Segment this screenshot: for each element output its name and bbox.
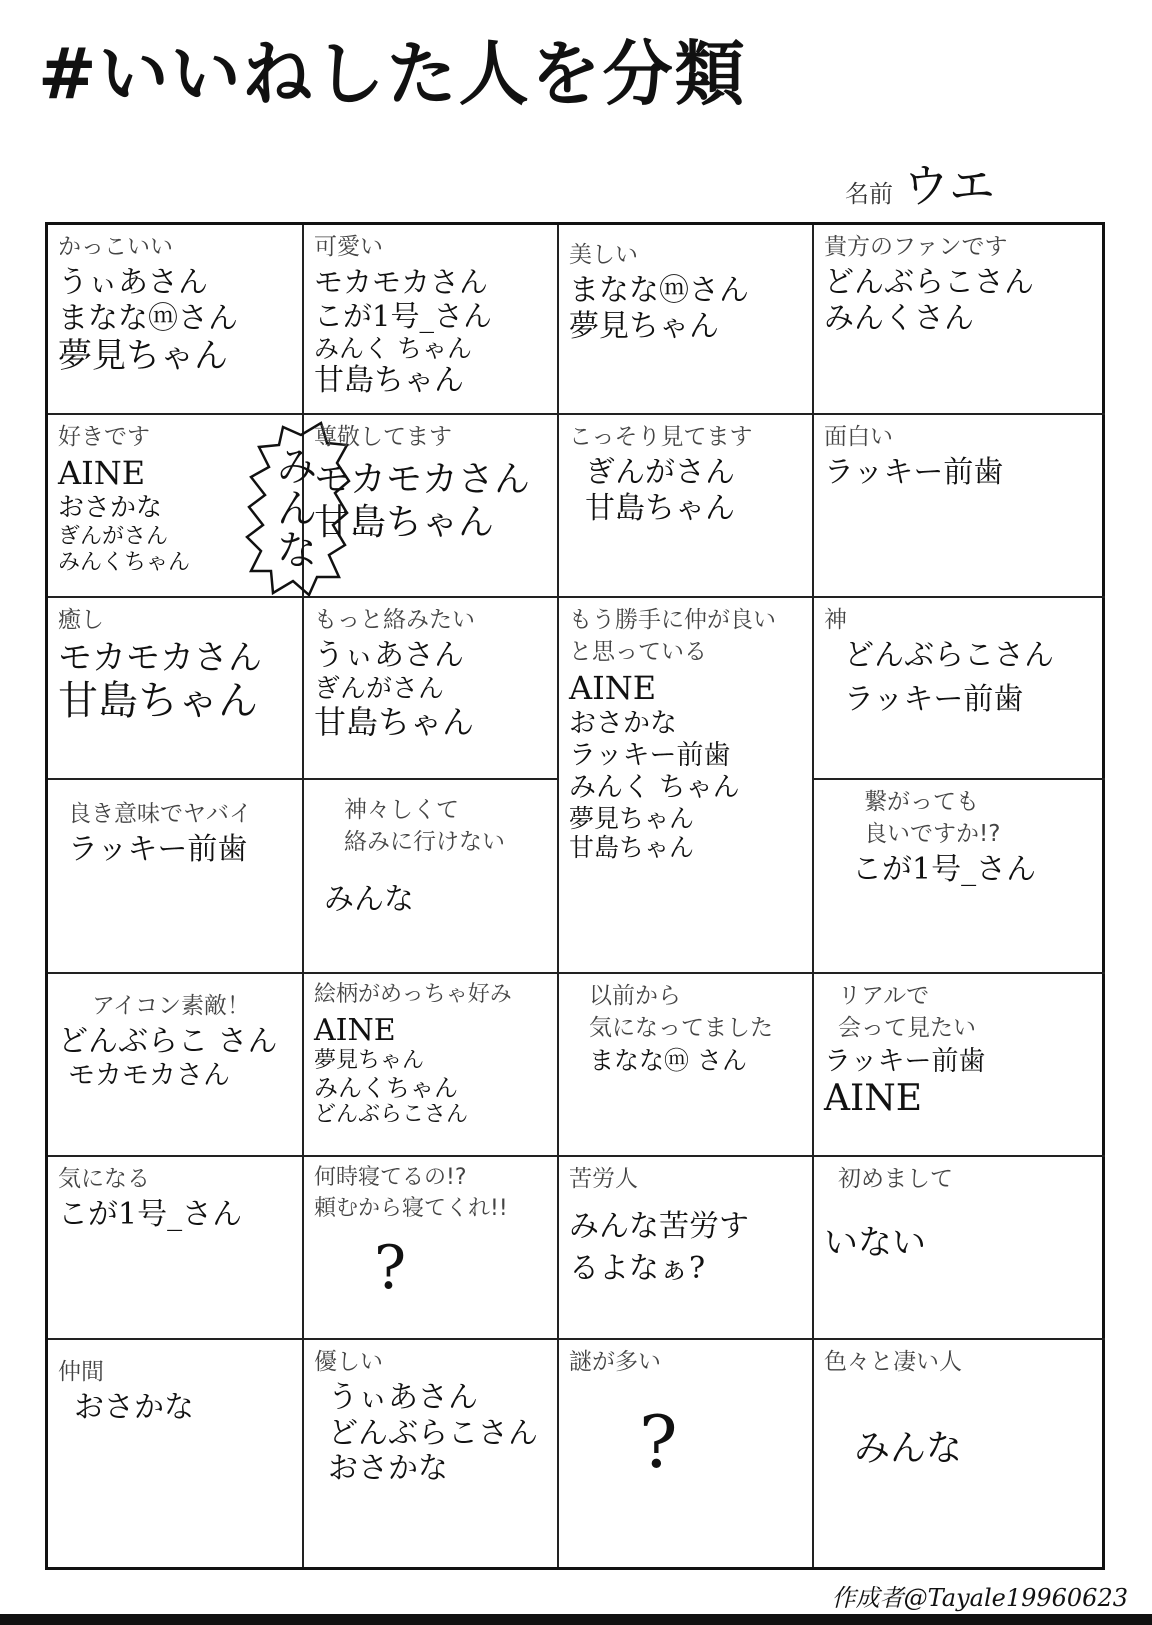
cell-icon-nice	[48, 974, 304, 1157]
name-entry: 甘島ちゃん	[314, 501, 495, 543]
category-label: 気になる	[58, 1166, 150, 1192]
name-entry: みんく ちゃん	[569, 771, 740, 803]
name-entry: どんぶらこさん	[328, 1415, 538, 1451]
category-label: 以前から 気になってました	[589, 983, 773, 1042]
name-entry: モカモカさん	[314, 459, 531, 501]
name-entry: るよなぁ?	[569, 1250, 706, 1286]
name-entry: 夢見ちゃん	[569, 803, 695, 833]
cell-kind	[304, 1340, 559, 1567]
page-title: #いいねした人を分類	[38, 33, 747, 115]
name-entry: みんく ちゃん	[314, 333, 472, 363]
name-entry: AINE	[58, 454, 146, 493]
cell-beautiful	[559, 225, 814, 415]
name-list	[314, 638, 547, 742]
category-label: 良き意味でヤバイ	[68, 801, 252, 827]
name-entry: みんくちゃん	[314, 1074, 458, 1103]
question-mark: ?	[639, 1400, 678, 1484]
cell-already-close	[559, 598, 814, 974]
name-list	[314, 1013, 547, 1129]
category-label: もっと絡みたい	[314, 607, 475, 633]
question-mark: ?	[374, 1233, 407, 1303]
cell-curious	[48, 1157, 304, 1340]
name-entry: ぎんがさん	[585, 455, 735, 491]
category-label: 繋がっても 良いですか!?	[864, 789, 1001, 848]
name-entry: みんな	[324, 882, 414, 918]
name-list	[328, 1380, 547, 1486]
name-list	[585, 455, 802, 526]
name-list	[824, 1046, 1095, 1120]
name-block	[845, 150, 995, 216]
category-label: こっそり見てます	[569, 424, 753, 450]
category-label: 神々しくて 絡みに行けない	[344, 797, 505, 856]
name-entry: 甘島ちゃん	[585, 490, 735, 526]
name-list	[569, 273, 802, 344]
category-label: かっこいい	[58, 234, 173, 260]
name-label: 名前	[845, 180, 893, 208]
name-entry: 甘島ちゃん	[58, 678, 258, 725]
name-entry: うぃあさん	[58, 265, 208, 301]
category-label: 神	[824, 607, 847, 633]
name-entry: みんくちゃん	[58, 549, 191, 575]
name-list	[852, 852, 1095, 887]
cell-divine	[304, 780, 559, 974]
name-entry: まななⓜさん	[569, 273, 749, 309]
name-entry: うぃあさん	[314, 638, 464, 674]
name-list	[58, 638, 292, 725]
name-entry: ぎんがさん	[58, 523, 169, 549]
category-label: 美しい	[569, 242, 638, 268]
name-entry: みんな苦労す	[569, 1209, 749, 1245]
category-label: もう勝手に仲が良い と思っている	[569, 607, 776, 666]
cell-first-meet	[814, 1157, 1105, 1340]
name-entry: まななⓜさん	[58, 300, 238, 336]
cell-art-style	[304, 974, 559, 1157]
name-list	[844, 638, 1095, 717]
cell-cool	[48, 225, 304, 415]
category-label: 優しい	[314, 1349, 383, 1375]
cell-companion	[48, 1340, 304, 1567]
name-entry: 甘島ちゃん	[314, 703, 475, 742]
name-entry: ぎんがさん	[314, 673, 445, 704]
name-entry: こが1号_さん	[314, 299, 492, 334]
cell-mysterious	[559, 1340, 814, 1567]
name-entry: おさかな	[58, 492, 163, 523]
name-entry: おさかな	[74, 1390, 194, 1426]
category-label: 可愛い	[314, 234, 383, 260]
name-entry: こが1号_さん	[58, 1197, 243, 1233]
name-entry: 夢見ちゃん	[569, 308, 719, 344]
category-label: 癒し	[58, 607, 104, 633]
name-list	[58, 1197, 292, 1232]
cell-like	[48, 415, 317, 598]
category-label: 仲間	[58, 1359, 104, 1385]
name-entry: 甘島ちゃん	[314, 363, 464, 399]
name-entry: いない	[824, 1223, 926, 1264]
cell-hard-worker	[559, 1157, 814, 1340]
name-list	[58, 265, 292, 376]
name-list	[324, 882, 547, 917]
name-entry: ラッキー前歯	[68, 832, 248, 868]
name-entry: モカモカさん	[68, 1059, 230, 1091]
name-list	[854, 1428, 1095, 1470]
burst-char: ん	[277, 485, 317, 532]
name-entry: ラッキー前歯	[844, 681, 1024, 717]
cell-funny	[814, 415, 1105, 598]
name-list	[569, 1209, 802, 1286]
name-entry: ラッキー前歯	[824, 455, 1004, 491]
category-label: 好きです	[58, 424, 150, 450]
cell-god	[814, 598, 1105, 780]
category-label: 苦労人	[569, 1166, 638, 1192]
category-label: リアルで 会って見たい	[838, 983, 976, 1042]
name-entry: 夢見ちゃん	[314, 1048, 425, 1074]
name-entry: 甘島ちゃん	[569, 833, 695, 863]
name-entry: まななⓜ さん	[589, 1046, 747, 1076]
name-entry: みんな	[854, 1428, 963, 1470]
category-label: 貴方のファンです	[824, 234, 1008, 260]
cell-amazing	[814, 1340, 1105, 1567]
name-list	[824, 455, 1095, 490]
name-entry: AINE	[569, 669, 657, 708]
name-entry: おさかな	[328, 1450, 448, 1486]
burst-char: な	[277, 527, 317, 574]
name-entry: どんぶらこさん	[314, 1102, 469, 1128]
name-entry: モカモカさん	[58, 638, 262, 679]
cell-can-connect	[814, 780, 1105, 974]
name-entry: うぃあさん	[328, 1380, 478, 1416]
name-entry: ラッキー前歯	[569, 739, 731, 771]
name-entry: どんぶらこさん	[844, 638, 1054, 674]
name-list	[58, 1024, 292, 1091]
cell-when-sleep	[304, 1157, 559, 1340]
cell-fan	[814, 225, 1105, 415]
cell-meet-irl	[814, 974, 1105, 1157]
category-label: 謎が多い	[569, 1349, 661, 1375]
creator-credit: 作成者@Tayale19960623	[831, 1584, 1128, 1612]
cell-yabai	[48, 780, 304, 974]
name-list	[314, 459, 547, 544]
name-value: ウエ	[903, 159, 995, 213]
name-entry: みんくさん	[824, 300, 974, 336]
name-entry: こが1号_さん	[852, 852, 1037, 888]
cell-cute	[304, 225, 559, 415]
name-entry: どんぶらこさん	[824, 265, 1034, 301]
bottom-bar	[0, 1614, 1152, 1625]
name-list	[314, 265, 547, 398]
name-entry: どんぶらこ さん	[58, 1024, 278, 1060]
cell-secretly-watching	[559, 415, 814, 598]
classification-grid	[45, 222, 1105, 1570]
name-entry: おさかな	[569, 708, 677, 740]
category-label: 面白い	[824, 424, 893, 450]
name-entry: 夢見ちゃん	[58, 335, 228, 376]
cell-want-interact	[304, 598, 559, 780]
name-entry: AINE	[314, 1012, 396, 1048]
category-label: 絵柄がめっちゃ好み	[314, 982, 512, 1007]
name-list	[824, 265, 1095, 336]
category-label: 色々と凄い人	[824, 1349, 962, 1375]
cell-curious-before	[559, 974, 814, 1157]
name-list	[74, 1390, 292, 1425]
category-label: 何時寝てるの!? 頼むから寝てくれ!!	[314, 1165, 508, 1221]
cell-healing	[48, 598, 304, 780]
category-label: アイコン素敵！	[92, 993, 251, 1019]
name-list	[68, 832, 292, 867]
name-list	[824, 1223, 1095, 1263]
category-label: 尊敬してます	[314, 424, 452, 450]
cell-respect	[304, 415, 559, 598]
burst-char: み	[277, 443, 317, 490]
name-list	[569, 670, 802, 862]
name-entry: モカモカさん	[314, 265, 489, 300]
name-entry: AINE	[824, 1078, 922, 1120]
name-list	[589, 1046, 802, 1076]
name-entry: ラッキー前歯	[824, 1046, 986, 1078]
category-label: 初めまして	[838, 1166, 953, 1192]
